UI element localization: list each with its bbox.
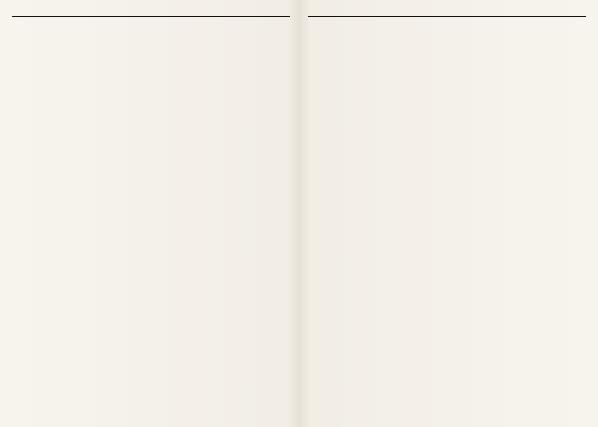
body-text-right (308, 23, 586, 29)
body-text-left (12, 23, 290, 29)
page-header-left (12, 12, 290, 17)
page-header-right (308, 12, 586, 17)
page-right (308, 12, 586, 417)
page-left (12, 12, 290, 417)
